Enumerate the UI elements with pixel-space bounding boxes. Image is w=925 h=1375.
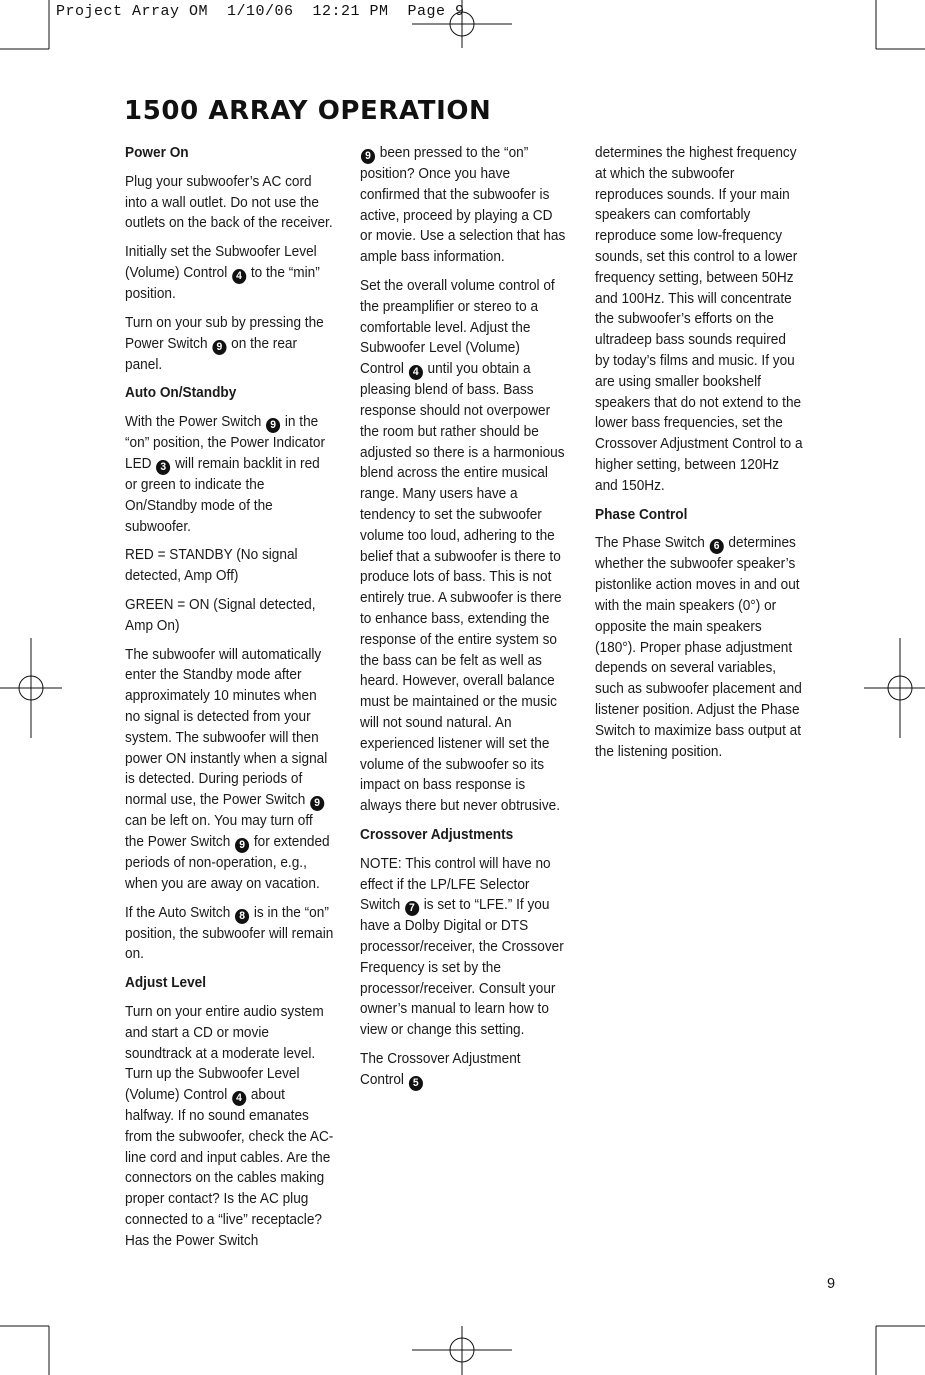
para-power-on-2 bbox=[125, 242, 334, 305]
para-crossover-1 bbox=[360, 854, 567, 1041]
registration-mark-bottom bbox=[412, 1326, 512, 1375]
callout-9-icon: 9 bbox=[361, 149, 375, 164]
para-adjust-1-start bbox=[125, 1002, 334, 1252]
column-2 bbox=[360, 143, 567, 1099]
text-segment: With the Power Switch bbox=[125, 414, 266, 431]
callout-4-icon: 4 bbox=[232, 269, 246, 284]
text-segment: NOTE: This control will have no effect if the LP/LFE Selector Switch bbox=[360, 855, 551, 914]
heading-power-on: Power On bbox=[125, 145, 189, 161]
callout-5-icon: 5 bbox=[409, 1076, 423, 1091]
text-segment: Turn on your sub by pressing the Power Switch bbox=[125, 314, 324, 352]
para-adjust-1-cont bbox=[360, 143, 567, 268]
text-segment: to the “min” position. bbox=[125, 264, 320, 302]
heading-phase: Phase Control bbox=[595, 506, 688, 523]
text-segment: can be left on. You may turn off the Power Switch bbox=[125, 813, 313, 850]
registration-mark-top bbox=[412, 0, 512, 48]
text-segment: If the Auto Switch bbox=[125, 904, 235, 921]
text-segment: determines whether the subwoofer speaker’s pistonlike action moves in and out with the main speakers (0°) or opposite the main speakers (180°). Proper phase adjustment depends on several variables, such as subwoofer placement and listener position. Adjust the Phase Switch to maximize bass output at the listening position. bbox=[595, 535, 802, 760]
text-segment: for extended periods of non-operation, e.g., when you are away on vacation. bbox=[125, 833, 330, 892]
text-segment: is in the “on” position, the subwoofer will remain on. bbox=[125, 904, 334, 963]
registration-mark-right bbox=[864, 638, 925, 738]
text-segment: will remain backlit in red or green to indicate the On/Standby mode of the subwoofer. bbox=[125, 455, 320, 535]
text-segment: The Crossover Adjustment Control bbox=[360, 1051, 521, 1088]
text-segment: in the “on” position, the Power Indicator LED bbox=[125, 414, 326, 472]
print-slug: Project Array OM 1/10/06 12:21 PM Page 9 bbox=[56, 3, 465, 20]
text-segment: on the rear panel. bbox=[125, 335, 298, 373]
callout-6-icon: 6 bbox=[710, 539, 724, 554]
para-phase bbox=[595, 533, 804, 762]
text-segment: until you obtain a pleasing blend of bass. Bass response should not overpower the room but rather should be adjusted so there is a harmonious blend across the entire musical range. Many users have a tendency to set the subwoofer volume too loud, adhering to the belief that a subwoofer is there to produce lots of bass. This is not entirely true. A subwoofer is there to enhance bass, extending the response of the entire system so the bass can be felt as well as heard. However, overall balance must be maintained or the music will not sound natural. An experienced listener will set the volume of the subwoofer so its impact on bass response is always there but never obtrusive. bbox=[360, 361, 565, 815]
para-power-on-1: Plug your subwoofer’s AC cord into a wall outlet. Do not use the outlets on the back of the receiver. bbox=[125, 173, 333, 232]
page-title: 1500 ARRAY OPERATION bbox=[124, 96, 492, 126]
text-segment: Set the overall volume control of the preamplifier or stereo to a comfortable level. Adjust the Subwoofer Level (Volume) Control bbox=[360, 277, 555, 378]
heading-adjust-level: Adjust Level bbox=[125, 975, 207, 992]
text-segment: Turn on your entire audio system and start a CD or movie soundtrack at a moderate level. Turn up the Subwoofer Level (Volume) Control bbox=[125, 1003, 324, 1104]
text-segment: Initially set the Subwoofer Level (Volume) Control bbox=[125, 244, 317, 281]
text-segment: The subwoofer will automatically enter the Standby mode after approximately 10 minutes when no signal is detected from your system. The subwoofer will then power ON instantly when a signal is detected. During periods of normal use, the Power Switch bbox=[125, 646, 328, 809]
para-power-on-3 bbox=[125, 313, 334, 376]
para-crossover-2-start bbox=[360, 1049, 567, 1091]
column-1 bbox=[125, 143, 334, 1260]
text-segment: been pressed to the “on” position? Once you have confirmed that the subwoofer is active, proceed by playing a CD or movie. Use a selection that has ample bass information. bbox=[360, 145, 566, 266]
callout-9-icon: 9 bbox=[266, 418, 280, 433]
para-adjust-2 bbox=[360, 276, 567, 817]
para-auto-2 bbox=[125, 645, 334, 895]
page-number: 9 bbox=[827, 1276, 836, 1292]
callout-4-icon: 4 bbox=[232, 1091, 246, 1106]
callout-9-icon: 9 bbox=[212, 340, 226, 355]
text-segment: The Phase Switch bbox=[595, 535, 709, 552]
registration-mark-left bbox=[0, 638, 62, 738]
callout-8-icon: 8 bbox=[235, 909, 249, 924]
para-red: RED = STANDBY (No signal detected, Amp Off) bbox=[125, 547, 298, 585]
text-segment: is set to “LFE.” If you have a Dolby Digital or DTS processor/receiver, the Crossover Frequency is set by the processor/receiver. Consult your owner’s manual to learn how to view or change this setting. bbox=[360, 897, 564, 1039]
para-auto-3 bbox=[125, 903, 334, 966]
callout-9-icon: 9 bbox=[235, 838, 249, 853]
callout-9-icon: 9 bbox=[310, 796, 324, 811]
heading-auto-standby: Auto On/Standby bbox=[125, 385, 237, 402]
callout-4-icon: 4 bbox=[409, 365, 423, 380]
callout-3-icon: 3 bbox=[156, 460, 170, 475]
para-auto-1 bbox=[125, 412, 334, 537]
text-segment: about halfway. If no sound emanates from the subwoofer, check the AC-line cord and input cables. Are the connectors on the cables making proper contact? Is the AC plug connected to a “live” receptacle? Has the Power Switch bbox=[125, 1087, 334, 1249]
para-green: GREEN = ON (Signal detected, Amp On) bbox=[125, 596, 316, 634]
callout-7-icon: 7 bbox=[405, 901, 419, 916]
para-crossover-2-cont: determines the highest frequency at which the subwoofer reproduces sounds. If your main speakers can comfortably reproduce some low-frequency sounds, set this control to a lower frequency setting, between 50Hz and 100Hz. This will concentrate the subwoofer’s efforts on the ultradeep bass sounds required by today’s films and music. If you are using smaller bookshelf speakers that do not extend to the lower bass frequencies, set the Crossover Adjustment Control to a higher setting, between 120Hz and 150Hz. bbox=[595, 145, 803, 494]
heading-crossover: Crossover Adjustments bbox=[360, 826, 514, 843]
column-3 bbox=[595, 143, 804, 770]
